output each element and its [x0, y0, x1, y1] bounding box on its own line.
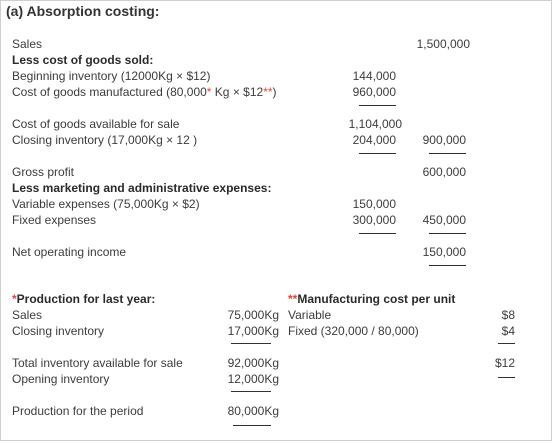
production-heading — [12, 292, 155, 306]
cogm-footnote-marker-1: * — [206, 85, 212, 99]
fixed-expenses-label: Fixed expenses — [12, 213, 97, 227]
less-cogs-heading: Less cost of goods sold: — [12, 53, 154, 67]
production-total-value: 92,000Kg — [227, 356, 279, 370]
section-title: (a) Absorption costing: — [6, 3, 160, 19]
underline-production-opening — [231, 391, 271, 392]
cogm-footnote-marker-2: ** — [263, 85, 273, 99]
underline-cogm — [359, 105, 396, 106]
production-period-label: Production for the period — [12, 404, 144, 418]
closing-inventory-label: Closing inventory (17,000Kg × 12 ) — [12, 133, 198, 147]
production-opening-label: Opening inventory — [12, 372, 110, 386]
production-closing-value: 17,000Kg — [227, 324, 279, 338]
less-expenses-heading: Less marketing and administrative expenses: — [12, 181, 272, 195]
underline-noi — [429, 265, 466, 266]
gross-profit-amount: 600,000 — [422, 165, 466, 179]
unit-cost-fixed-label: Fixed (320,000 / 80,000) — [288, 324, 419, 338]
cogs-total: 900,000 — [422, 133, 466, 147]
underline-production-closing — [231, 343, 271, 344]
production-period-value: 80,000Kg — [227, 404, 279, 418]
cogm-label-post: ) — [272, 85, 277, 99]
goods-available-amount: 1,104,000 — [348, 117, 402, 131]
underline-production-period — [233, 425, 271, 426]
production-opening-value: 12,000Kg — [227, 372, 279, 386]
fixed-expenses-amount: 300,000 — [352, 213, 396, 227]
underline-closing — [359, 153, 396, 154]
underline-fixed-expenses — [359, 233, 396, 234]
gross-profit-label: Gross profit — [12, 165, 75, 179]
unit-cost-total-value: $12 — [494, 356, 515, 370]
net-operating-income-amount: 150,000 — [422, 245, 466, 259]
unit-cost-heading-text: Manufacturing cost per unit — [297, 292, 456, 306]
production-sales-value: 75,000Kg — [227, 308, 279, 322]
cogm-label — [12, 85, 277, 99]
unit-cost-fixed-value: $4 — [501, 324, 515, 338]
production-heading-text: Production for last year: — [16, 292, 156, 306]
variable-expenses-label: Variable expenses (75,000Kg × $2) — [12, 197, 200, 211]
beginning-inventory-label: Beginning inventory (12000Kg × $12) — [12, 69, 211, 83]
unit-cost-variable-value: $8 — [501, 308, 515, 322]
underline-unit-cost-total — [498, 377, 515, 378]
beginning-inventory-amount: 144,000 — [352, 69, 396, 83]
cogm-label-pre: Cost of goods manufactured (80,000 — [12, 85, 207, 99]
variable-expenses-amount: 150,000 — [352, 197, 396, 211]
net-operating-income-label: Net operating income — [12, 245, 127, 259]
cogm-amount: 960,000 — [352, 85, 396, 99]
underline-expenses-total — [429, 233, 466, 234]
goods-available-label: Cost of goods available for sale — [12, 117, 180, 131]
production-sales-label: Sales — [12, 308, 43, 322]
unit-cost-variable-label: Variable — [288, 308, 332, 322]
sales-amount: 1,500,000 — [416, 37, 470, 51]
production-closing-label: Closing inventory — [12, 324, 105, 338]
production-total-label: Total inventory available for sale — [12, 356, 183, 370]
sales-label: Sales — [12, 37, 43, 51]
underline-unit-cost-fixed — [498, 343, 515, 344]
cogm-label-mid: Kg × $12 — [211, 85, 264, 99]
closing-inventory-amount: 204,000 — [352, 133, 396, 147]
underline-cogs-total — [429, 153, 466, 154]
expenses-total: 450,000 — [422, 213, 466, 227]
unit-cost-footnote-marker: ** — [288, 292, 298, 306]
production-footnote-marker: * — [12, 292, 17, 306]
unit-cost-heading — [288, 292, 455, 306]
